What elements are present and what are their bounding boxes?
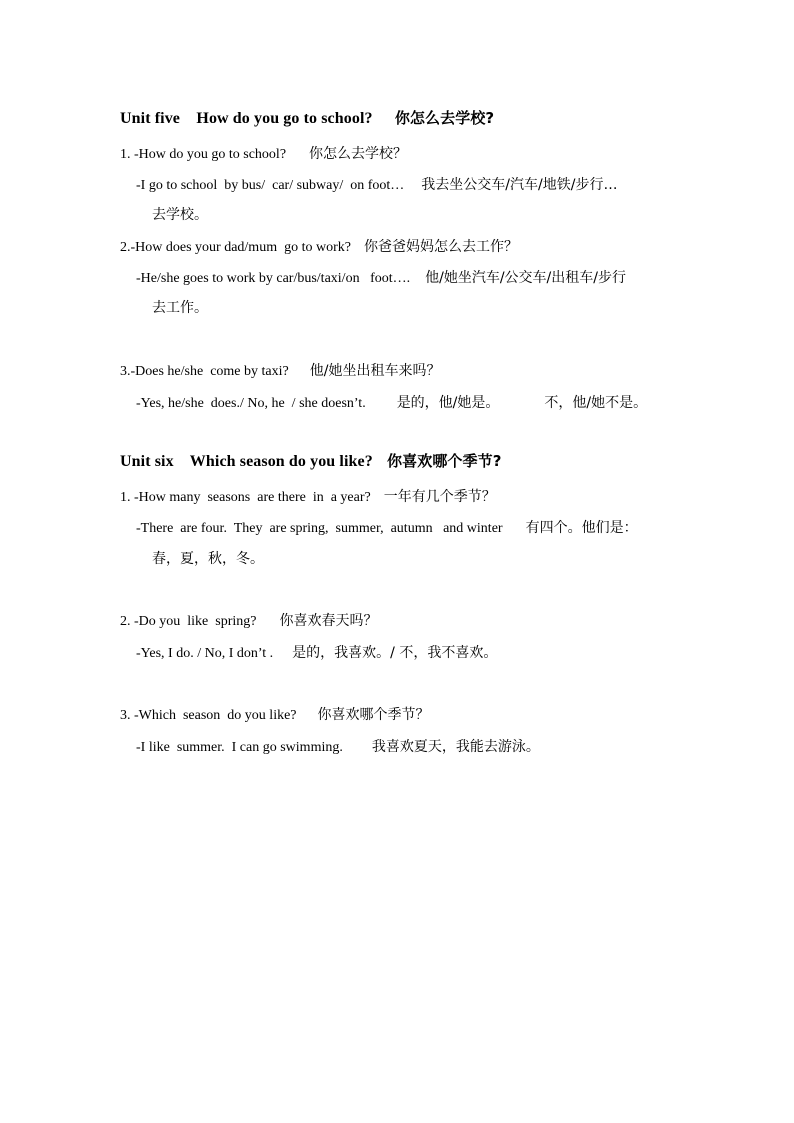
unit5-a2-en: -He/she goes to work by car/bus/taxi/on foot….: [136, 271, 411, 286]
unit5-answer-1-cont: [152, 205, 208, 226]
unit6-a3-zh: 我喜欢夏天，我能去游泳。: [371, 739, 540, 755]
unit6-a2-zh: 是的，我喜欢。/ 不，我不喜欢。: [292, 645, 498, 661]
unit5-a1-en: -I go to school by bus/ car/ subway/ on foot…: [136, 178, 405, 193]
unit5-a3-en: -Yes, he/she does./ No, he / she doesn’t.: [136, 396, 366, 411]
unit6-question-1: [120, 487, 496, 508]
unit6-q3-zh: 你喜欢哪个季节？: [317, 707, 430, 723]
unit6-question-3: [120, 705, 430, 726]
unit6-answer-2: [136, 643, 497, 664]
unit5-a2-cont: 去工作。: [152, 300, 208, 316]
unit5-q3-zh: 他/她坐出租车来吗？: [309, 363, 441, 379]
unit5-q1-zh: 你怎么去学校？: [309, 146, 408, 162]
unit5-question-2: [120, 237, 518, 258]
unit6-answer-1-cont: [152, 549, 264, 570]
unit6-a3-en: -I like summer. I can go swimming.: [136, 740, 343, 755]
unit5-answer-3: [136, 393, 647, 414]
unit6-q2-zh: 你喜欢春天吗？: [279, 613, 378, 629]
unit5-a3-zh-no: 不，他/她不是。: [544, 395, 648, 411]
unit6-q1-zh: 一年有几个季节？: [383, 489, 496, 505]
unit6-a1-zh: 有四个。他们是：: [525, 520, 638, 536]
unit6-heading-zh: 你喜欢哪个季节?: [387, 452, 502, 470]
unit5-a1-cont: 去学校。: [152, 207, 208, 223]
unit6-answer-1: [136, 518, 638, 539]
unit5-q3-en: 3.-Does he/she come by taxi?: [120, 364, 289, 379]
unit5-q2-en: 2.-How does your dad/mum go to work?: [120, 240, 351, 255]
unit5-heading-zh: 你怎么去学校?: [394, 109, 495, 127]
unit6-a2-en: -Yes, I do. / No, I don’t .: [136, 646, 274, 661]
unit5-q2-zh: 你爸爸妈妈怎么去工作？: [363, 239, 518, 255]
unit5-answer-1: [136, 175, 617, 196]
unit6-answer-3: [136, 737, 540, 758]
unit6-q3-en: 3. -Which season do you like?: [120, 708, 297, 723]
unit6-q2-en: 2. -Do you like spring?: [120, 614, 257, 629]
unit5-a1-zh: 我去坐公交车/汽车/地铁/步行…: [421, 177, 618, 193]
unit6-heading: [120, 451, 502, 472]
unit6-heading-en: Unit six Which season do you like?: [120, 453, 373, 470]
unit6-question-2: [120, 611, 377, 632]
unit5-question-1: [120, 144, 407, 165]
unit5-answer-2-cont: [152, 298, 208, 319]
unit6-q1-en: 1. -How many seasons are there in a year?: [120, 490, 371, 505]
unit5-question-3: [120, 361, 440, 382]
unit5-answer-2: [136, 268, 626, 289]
unit6-a1-cont: 春，夏，秋，冬。: [152, 551, 264, 567]
unit6-a1-en: -There are four. They are spring, summer, autumn and winter: [136, 521, 503, 536]
unit5-heading-en: Unit five How do you go to school?: [120, 110, 373, 127]
unit5-a3-zh-yes: 是的，他/她是。: [396, 395, 500, 411]
unit5-q1-en: 1. -How do you go to school?: [120, 147, 287, 162]
unit5-a2-zh: 他/她坐汽车/公交车/出租车/步行: [425, 270, 626, 286]
unit5-heading: [120, 108, 494, 129]
